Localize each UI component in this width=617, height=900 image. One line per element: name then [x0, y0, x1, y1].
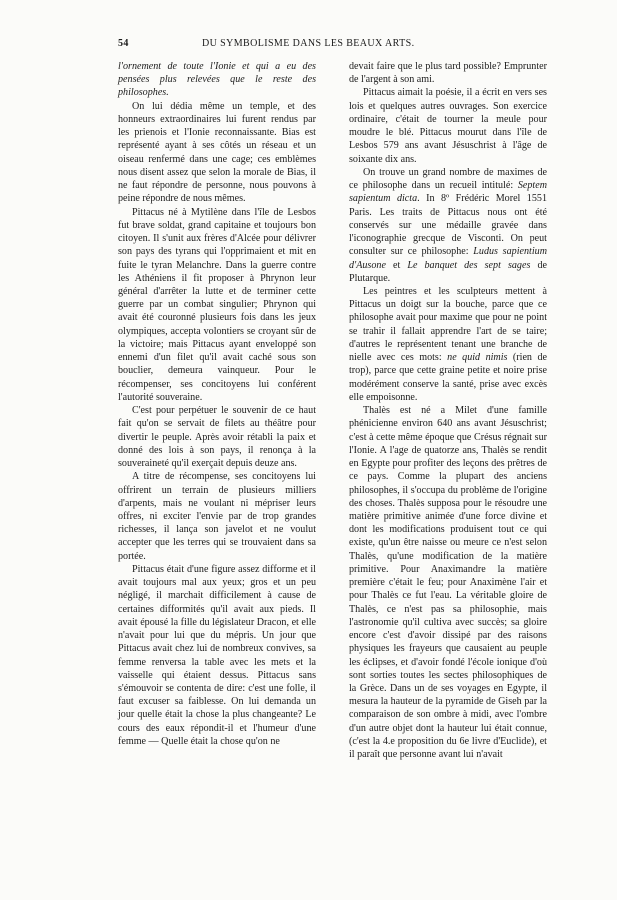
paragraph: A titre de récompense, ses concitoyens lui offrirent un terrain de plusieurs milliers d'arpents, mais ne voulant ni mépriser leurs offres, ni exciter l'envie par de trop grandes richesses, il lança son javelot et ne voulut accepter que les terres qui se trouvaient dans sa portée.: [118, 471, 316, 562]
paragraph: Thalès est né a Milet d'une famille phénicienne environ 640 ans avant Jésuschrist; c'est à cette même époque que Crésus régnait sur l'Ionie. A l'age de quatorze ans, Thalès se rendit en Egypte pour profiter des leçons des prêtres de ce pays. Comme la plupart des anciens philosophes, il s'occupa du problème de l'origine des choses. Thalès supposa pour le résoudre une matière primitive animée d'une force divine et dont les modifications produisent tout ce qui existe, qu'un être naisse ou meure ce n'est selon Thalès, qu'une modification de la matière primitive. Pour Anaximandre la matière première c'était le feu; pour Anaximène l'air et pour Thalès ce fut l'eau. La véritable gloire de Thalès, ce n'est pas sa philosophie, mais l'astronomie qu'il cultiva avec succès; sa gloire encore c'est d'avoir dissipé par des raisons physiques les frayeurs que causaient au peuple les éclipses, et d'avoir fondé l'école ionique d'où sont sorties toutes les sectes philosophiques de la Grèce. Dans un de ses voyages en Egypte, il mesura la hauteur de la pyramide de Giseh par la comparaison de son ombre à midi, avec l'ombre d'un autre objet dont la hauteur lui était connue, (c'est la 4.e proposition du 6e livre d'Euclide), et il paraît que personne avant lui n'avait: [349, 405, 547, 761]
paragraph: C'est pour perpétuer le souvenir de ce haut fait qu'on se servait de filets au théâtre pour divertir le peuple. Après avoir rétabli la paix et donné des lois à son pays, il renonça à la souveraineté qu'il exerçait depuis deuze ans.: [118, 405, 316, 470]
page-header: [118, 38, 547, 52]
paragraph: devait faire que le plus tard possible? Emprunter de l'argent à son ami.: [349, 61, 547, 86]
text-run: Les peintres et les sculpteurs mettent à Pittacus un doigt sur la bouche, parce que ce philosophe avait pour maxime que pour ne point se trahir il fallait apprendre l'art de se taire; d'autres le représentent tenant une branche de nielle avec ces mots:: [349, 285, 547, 364]
text-run: et: [385, 259, 408, 271]
paragraph: l'ornement de toute l'Ionie et qui a eu des pensées plus relevées que le reste des philosophes.: [118, 61, 316, 99]
text-run: On trouve un grand nombre de maximes de ce philosophe dans un recueil intitulé:: [349, 166, 547, 192]
book-title: Septem sapientum dicta: [349, 180, 547, 205]
paragraph: On lui dédia même un temple, et des honneurs extraordinaires lui furent rendus par les prienois et l'Ionie reconnaissante. Bias est représenté ayant à ses côtés un réseau et un oiseau renfermé dans une cage; ces emblèmes nous disent assez que selon la morale de Bias, il ne faut répondre de personne, nous pouvons à peine répondre de nous mêmes.: [118, 100, 316, 205]
left-column: [118, 60, 316, 748]
paragraph: Pittacus aimait la poésie, il a écrit en vers ses lois et quelques autres ouvrages. Son exercice ordinaire, c'était de tourner la meule pour moudre le blé. Pittacus mourut dans l'île de Lesbos 579 ans avant Jésuschrist à l'âge de soixante dix ans.: [349, 87, 547, 165]
text-run: (rien de trop), parce que cette graine petite et noire prise modérément conserve la santé, prise avec excès elle empoisonne.: [349, 352, 547, 403]
text-run: de Plutarque.: [349, 259, 547, 284]
running-title: DU SYMBOLISME DANS LES BEAUX ARTS.: [202, 38, 415, 49]
latin-motto: ne quid nimis: [447, 352, 508, 364]
paragraph: Pittacus né à Mytilène dans l'île de Lesbos fut brave soldat, grand capitaine et toujours bon citoyen. Il s'unit aux frères d'Alcée pour délivrer son pays des tyrans qui l'opprimaient et mit en fuite le tyran Melanchre. Dans la guerre contre les Athéniens il fit proposer à Phrynon leur général d'arrêter la lutte et de terminer cette guerre par un combat singulier; Phrynon qui avait été couronné plusieurs fois dans les jeux olympiques, accepta volontiers se croyant sûr de la victoire; mais Pittacus ayant enveloppé son ennemi d'un filet qu'il avait caché sous son bouclier, demeura vainqueur. Pour le récompenser, ses concitoyens lui conférent l'autorité souveraine.: [118, 206, 316, 403]
book-title: Ludus sapientium d'Ausone: [349, 246, 547, 271]
right-column: [349, 60, 547, 761]
page-number: 54: [118, 38, 129, 49]
book-title: Le banquet des sept sages: [407, 259, 531, 271]
paragraph: Pittacus était d'une figure assez difforme et il avait toujours mal aux yeux; gros et un peu négligé, il marchait difficilement à cause de certaines difformités qu'il avait aux pieds. Il avait épousé la fille du législateur Dracon, et elle n'avait pour lui que du mépris. Un jour que Pittacus avait chez lui de nombreux convives, sa femme renversa la table avec les mets et la vaisselle qui étaient dessus. Pittacus sans s'émouvoir se contenta de dire: c'est une folle, il faut excuser sa faiblesse. On lui demanda un jour quelle était la chose la plus changeante? Le cours des eaux répondit-il et l'humeur d'une femme — Quelle était la chose qu'on ne: [118, 563, 316, 747]
paragraph: [349, 166, 547, 285]
paragraph: [349, 285, 547, 404]
text-run: . In 8º Frédéric Morel 1551 Paris. Les traits de Pittacus nous ont été conservés sur une médaille gravée dans l'iconographie grecque de Visconti. On peut consulter sur ce philosophe:: [349, 193, 547, 258]
